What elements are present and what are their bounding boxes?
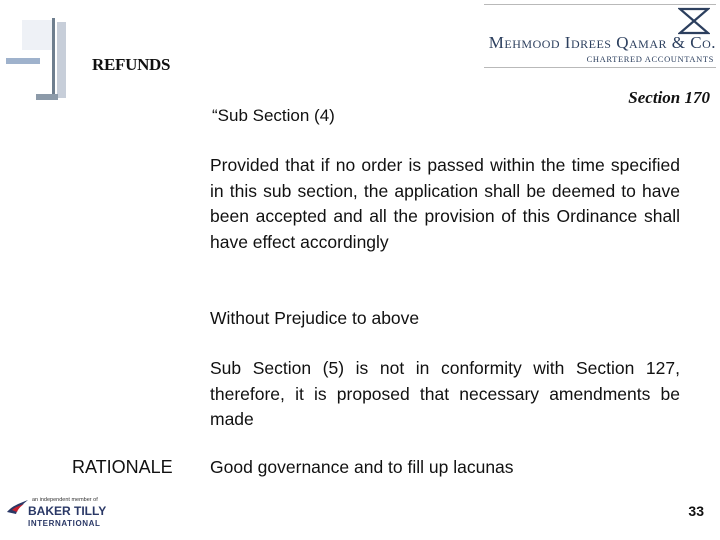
body-paragraph: Provided that if no order is passed within the time specified in this sub section, the application shall be deemed to have been accepted and all the provision of this Ordinance shall have effect accordingly	[210, 155, 680, 252]
firm-tagline: CHARTERED ACCOUNTANTS	[586, 54, 714, 64]
decorative-square	[22, 20, 52, 50]
decorative-bar	[6, 58, 40, 64]
slide-heading: REFUNDS	[92, 55, 171, 74]
member-suffix: INTERNATIONAL	[28, 519, 101, 528]
firm-logo	[484, 4, 716, 68]
body-paragraph: Without Prejudice to above	[210, 308, 420, 328]
decorative-bar	[52, 18, 55, 100]
firm-emblem-icon	[678, 7, 710, 35]
page-number: 33	[688, 503, 704, 519]
rationale-label: RATIONALE	[72, 457, 173, 477]
rationale-text: Good governance and to fill up lacunas	[210, 457, 514, 477]
member-logo	[6, 496, 116, 536]
bird-icon	[6, 498, 30, 516]
firm-name: Mehmood Idrees Qamar & Co.	[488, 33, 716, 52]
decorative-bar	[57, 22, 66, 98]
section-reference: Section 170	[628, 88, 710, 107]
subsection-label: “Sub Section (4)	[212, 106, 335, 125]
member-text: an independent member of	[32, 497, 98, 503]
decorative-bar	[36, 94, 58, 100]
body-paragraph: Sub Section (5) is not in conformity with Section 127, therefore, it is proposed that necessary amendments be made	[210, 358, 680, 429]
member-name: BAKER TILLY	[28, 504, 107, 518]
